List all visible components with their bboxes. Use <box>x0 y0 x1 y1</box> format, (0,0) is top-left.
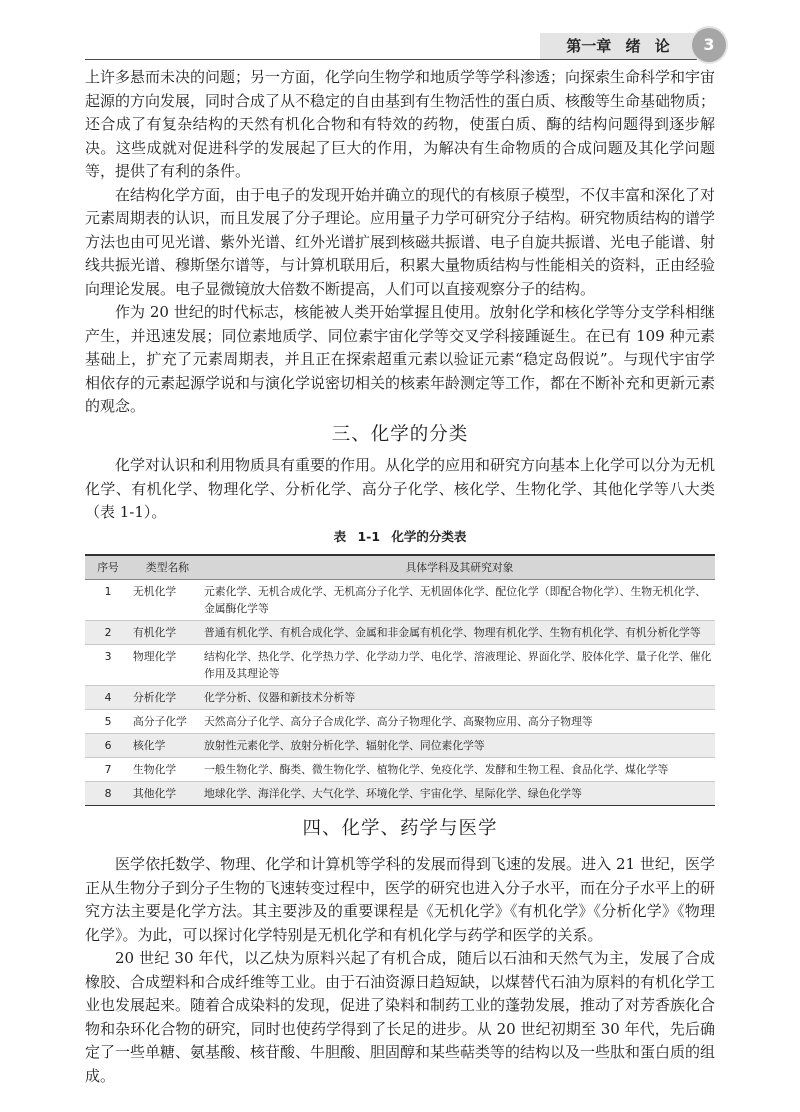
table-cell-name: 生物化学 <box>131 758 204 782</box>
table-header-cell: 具体学科及其研究对象 <box>204 555 715 580</box>
table-header-cell: 类型名称 <box>131 555 204 580</box>
table-row <box>85 686 715 710</box>
table-cell-number: 7 <box>85 758 131 782</box>
chapter-title: 第一章 绪 论 <box>566 37 670 55</box>
header-rule <box>85 59 697 60</box>
classification-table <box>85 554 715 807</box>
page-number: 3 <box>692 28 726 62</box>
table-cell-name: 无机化学 <box>131 580 204 621</box>
table-cell-content: 元素化学、无机合成化学、无机高分子化学、无机固体化学、配位化学（即配合物化学）、生物无机化学、金属酶化学等 <box>204 580 715 621</box>
table-cell-content: 地球化学、海洋化学、大气化学、环境化学、宇宙化学、星际化学、绿色化学等 <box>204 782 715 806</box>
table-cell-name: 核化学 <box>131 734 204 758</box>
body-paragraph: 上许多悬而未决的问题；另一方面，化学向生物学和地质学等学科渗透；向探索生命科学和宇宙起源的方向发展，同时合成了从不稳定的自由基到有生物活性的蛋白质、核酸等生命基础物质；还合成了有复杂结构的天然有机化合物和有特效的药物，使蛋白质、酶的结构问题得到逐步解决。这些成就对促进科学的发展起了巨大的作用，为解决有生命物质的合成问题及其化学问题等，提供了有利的条件。 <box>85 68 716 180</box>
body-paragraph: 20 世纪 30 年代，以乙炔为原料兴起了有机合成，随后以石油和天然气为主，发展了合成橡胶、合成塑料和合成纤维等工业。由于石油资源日趋短缺，以煤替代石油为原料的有机化学工业也发展起来。随着合成染料的发现，促进了染料和制药工业的蓬勃发展，推动了对芳香族化合物和杂环化合物的研究，同时也使药学得到了长足的进步。从 20 世纪初期至 30 年代，先后确定了一些单糖、氨基酸、核苷酸、牛胆酸、胆固醇和某些萜类等的结构以及一些肽和蛋白质的组成。 <box>85 949 716 1085</box>
section-heading: 三、化学的分类 <box>331 423 469 445</box>
table-row <box>85 580 715 621</box>
table-cell-name: 高分子化学 <box>131 710 204 734</box>
table-cell-name: 物理化学 <box>131 645 204 686</box>
table-header-cell: 序号 <box>85 555 131 580</box>
table-row <box>85 710 715 734</box>
table-cell-name: 有机化学 <box>131 621 204 645</box>
table-cell-number: 4 <box>85 686 131 710</box>
table-cell-number: 6 <box>85 734 131 758</box>
table-cell-content: 普通有机化学、有机合成化学、金属和非金属有机化学、物理有机化学、生物有机化学、有机分析化学等 <box>204 621 715 645</box>
table-row <box>85 621 715 645</box>
table-row <box>85 782 715 806</box>
body-paragraph: 在结构化学方面，由于电子的发现开始并确立的现代的有核原子模型，不仅丰富和深化了对元素周期表的认识，而且发展了分子理论。应用量子力学可研究分子结构。研究物质结构的谱学方法也由可见光谱、紫外光谱、红外光谱扩展到核磁共振谱、电子自旋共振谱、光电子能谱、射线共振光谱、穆斯堡尔谱等，与计算机联用后，积累大量物质结构与性能相关的资料，正由经验向理论发展。电子显微镜放大倍数不断提高，人们可以直接观察分子的结构。 <box>85 185 716 298</box>
table-row <box>85 758 715 782</box>
body-paragraph: 作为 20 世纪的时代标志，核能被人类开始掌握且使用。放射化学和核化学等分支学科相继产生，并迅速发展；同位素地质学、同位素宇宙化学等交叉学科接踵诞生。在已有 109 种元素基础上，扩充了元素周期表，并且正在探索超重元素以验证元素“稳定岛假说”。与现代宇宙学相依存的元素起源学说和与演化学说密切相关的核素年龄测定等工作，都在不断补充和更新元素的观念。 <box>85 303 716 415</box>
table-cell-number: 8 <box>85 782 131 806</box>
section-heading: 四、化学、药学与医学 <box>302 818 498 839</box>
table-cell-number: 1 <box>85 580 131 621</box>
body-paragraph: 化学对认识和利用物质具有重要的作用。从化学的应用和研究方向基本上化学可以分为无机化学、有机化学、物理化学、分析化学、高分子化学、核化学、生物化学、其他化学等八大类（表 1-1）。 <box>85 456 716 521</box>
table-cell-number: 3 <box>85 645 131 686</box>
table-cell-name: 分析化学 <box>131 686 204 710</box>
table-caption: 表 1-1 化学的分类表 <box>333 528 467 544</box>
table-cell-content: 结构化学、热化学、化学热力学、化学动力学、电化学、溶液理论、界面化学、胶体化学、量子化学、催化作用及其理论等 <box>204 645 715 686</box>
table-header-row <box>85 555 715 580</box>
table-cell-content: 一般生物化学、酶类、微生物化学、植物化学、免疫化学、发酵和生物工程、食品化学、煤化学等 <box>204 758 715 782</box>
table-row <box>85 734 715 758</box>
table-cell-content: 天然高分子化学、高分子合成化学、高分子物理化学、高聚物应用、高分子物理等 <box>204 710 715 734</box>
table-cell-name: 其他化学 <box>131 782 204 806</box>
table-cell-number: 2 <box>85 621 131 645</box>
table-cell-content: 化学分析、仪器和新技术分析等 <box>204 686 715 710</box>
body-text <box>85 66 715 1088</box>
body-paragraph: 医学依托数学、物理、化学和计算机等学科的发展而得到飞速的发展。进入 21 世纪，医学正从生物分子到分子生物的飞速转变过程中，医学的研究也进入分子水平，而在分子水平上的研究方法主要是化学方法。其主要涉及的重要课程是《无机化学》《有机化学》《分析化学》《物理化学》。为此，可以探讨化学特别是无机化学和有机化学与药学和医学的关系。 <box>85 855 716 944</box>
table-cell-content: 放射性元素化学、放射分析化学、辐射化学、同位素化学等 <box>204 734 715 758</box>
table-row <box>85 645 715 686</box>
table-cell-number: 5 <box>85 710 131 734</box>
